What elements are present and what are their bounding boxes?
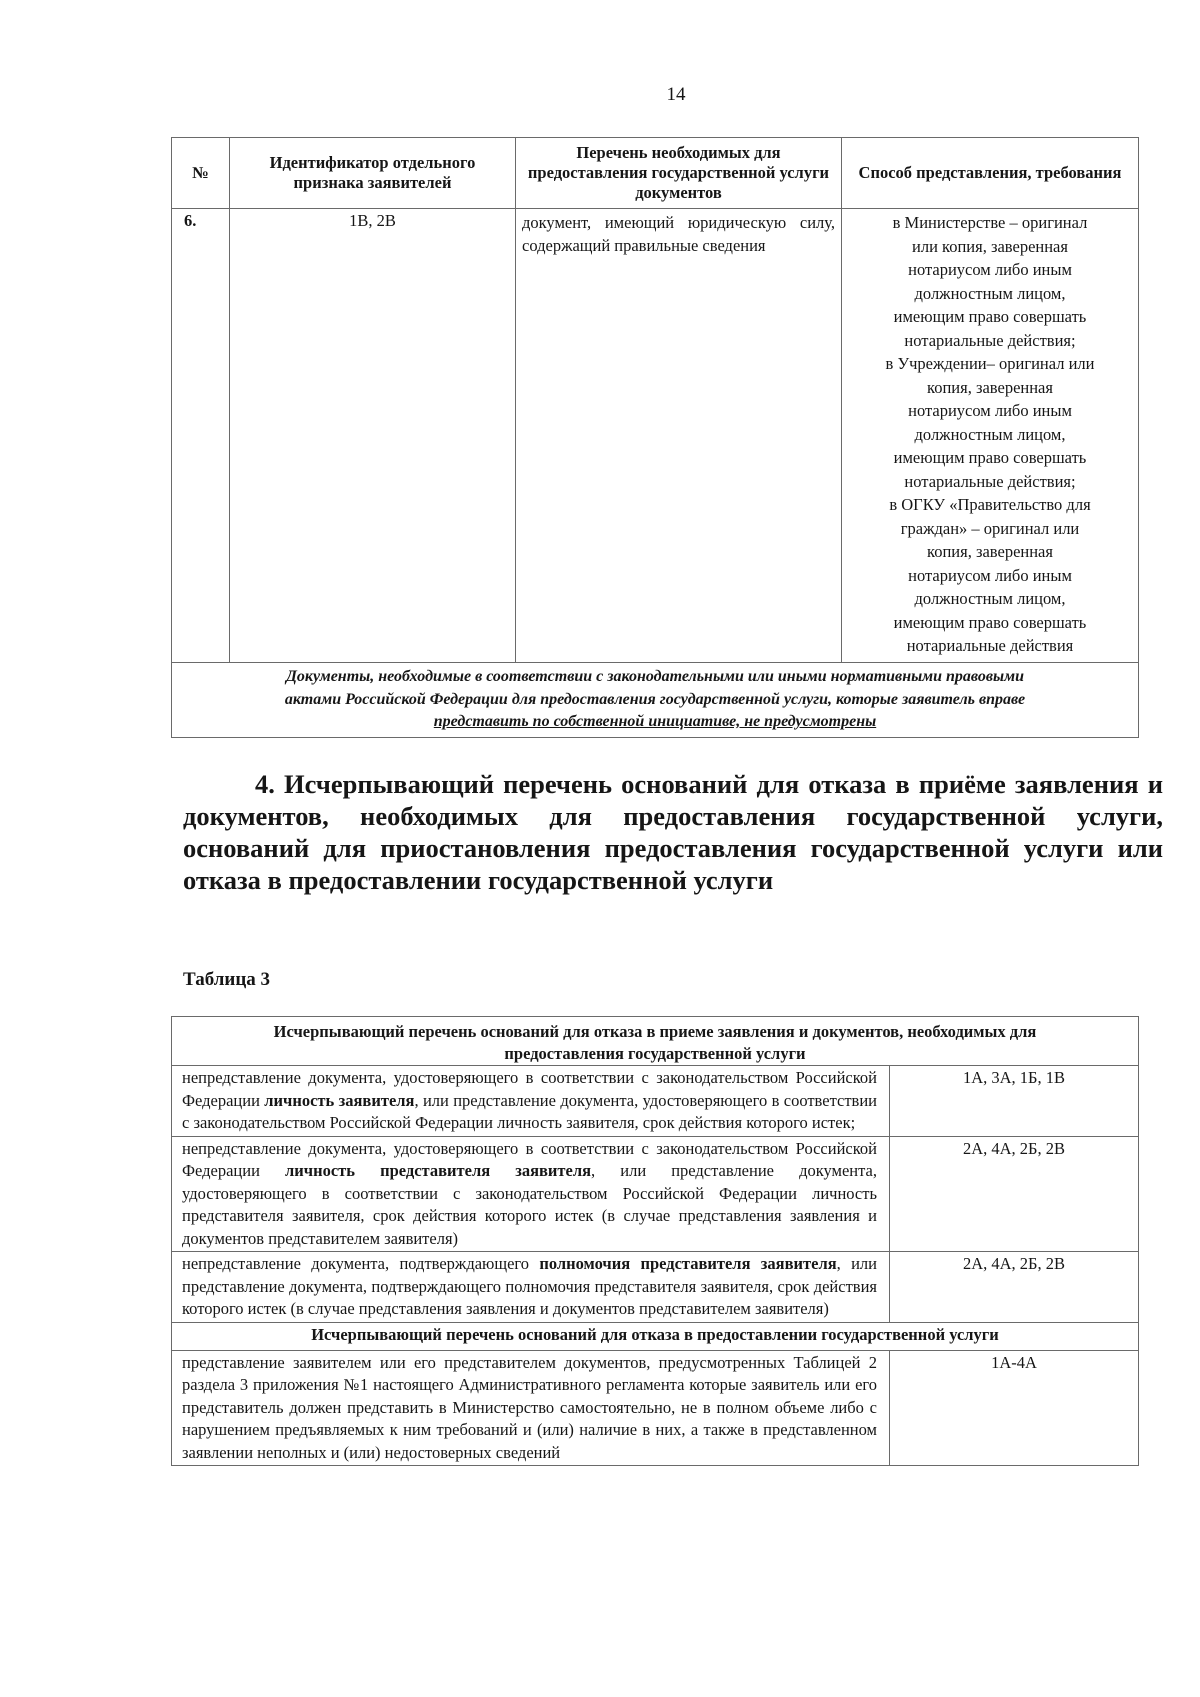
- table-row: [172, 1350, 1139, 1466]
- section-header-row: [172, 1017, 1139, 1066]
- ground-text: [172, 1252, 890, 1323]
- row-number: 6.: [172, 209, 230, 663]
- documents-table: [171, 137, 1139, 738]
- ground-text-part: непредставление документа, подтверждающего: [182, 1254, 540, 1273]
- ground-text-part: , или представление документа, удостоверяющего в соответствии с законодательством Российской Федерации личность представителя заявителя, срок действия которого истек (в случае представления заявления и документов представителем заявителя): [182, 1161, 877, 1248]
- method-line: в Учреждении– оригинал или: [885, 354, 1095, 373]
- section1-title-line: Исчерпывающий перечень оснований для отказа в приеме заявления и документов, необходимых для: [273, 1022, 1037, 1041]
- method-line: копия, заверенная: [927, 542, 1053, 561]
- table-row: [172, 1252, 1139, 1323]
- method-line: нотариусом либо иным: [908, 260, 1072, 279]
- method-line: имеющим право совершать: [893, 448, 1087, 467]
- method-line: копия, заверенная: [927, 377, 1053, 397]
- method-line: должностным лицом,: [914, 424, 1066, 444]
- ground-text-bold: личность представителя заявителя: [285, 1161, 592, 1180]
- header-number: №: [172, 138, 230, 209]
- note-row: [172, 663, 1139, 738]
- section-header-row: [172, 1322, 1139, 1350]
- method-line: граждан» – оригинал или: [900, 518, 1080, 538]
- section-heading: 4. Исчерпывающий перечень оснований для отказа в приёме заявления и документов, необходимых для предоставления государственной услуги, оснований для приостановления предоставления государственной услуги или отказа в предоставлении государственной услуги: [183, 769, 1163, 895]
- refusal-grounds-table: [171, 1016, 1139, 1466]
- ground-text-part: , или представление документа, удостоверяющего в соответствии с законодательством Российской Федерации личность заявителя, срок действия которого истек;: [182, 1090, 877, 1132]
- method-line: или копия, заверенная: [912, 236, 1068, 256]
- method-line: нотариусом либо иным: [908, 401, 1072, 420]
- ground-text: [172, 1066, 890, 1137]
- ground-categories: 2А, 4А, 2Б, 2В: [890, 1136, 1139, 1252]
- ground-text-part: непредставление документа, удостоверяющего в соответствии с законодательством Российской Федерации: [182, 1068, 877, 1110]
- ground-categories: 1А, 3А, 1Б, 1В: [890, 1066, 1139, 1137]
- table-caption: Таблица 3: [183, 969, 271, 990]
- page-number: 14: [666, 84, 686, 105]
- section1-title: [172, 1017, 1139, 1066]
- method-line: в Министерстве – оригинал: [892, 213, 1088, 232]
- header-documents: Перечень необходимых для предоставления государственной услуги документов: [516, 138, 842, 209]
- documents-note: [172, 663, 1139, 738]
- ground-text-part: непредставление документа, удостоверяющего в соответствии с законодательством Российской Федерации: [182, 1138, 877, 1180]
- method-line: имеющим право совершать: [893, 612, 1087, 632]
- method-line: нотариальные действия: [906, 636, 1074, 655]
- table-row: [172, 1066, 1139, 1137]
- table-row: [172, 209, 1139, 663]
- method-line: нотариусом либо иным: [908, 565, 1072, 585]
- method-line: имеющим право совершать: [893, 307, 1087, 326]
- ground-categories: 2А, 4А, 2Б, 2В: [890, 1252, 1139, 1323]
- method-line: нотариальные действия;: [904, 330, 1076, 350]
- row-identifier: 1В, 2В: [230, 209, 516, 663]
- section1-title-line: предоставления государственной услуги: [504, 1044, 806, 1063]
- ground-categories: 1А-4А: [890, 1350, 1139, 1466]
- table-row: [172, 1136, 1139, 1252]
- section2-title: Исчерпывающий перечень оснований для отказа в предоставлении государственной услуги: [172, 1322, 1139, 1350]
- ground-text: [172, 1136, 890, 1252]
- header-method: Способ представления, требования: [842, 138, 1139, 209]
- ground-text-bold: полномочия представителя заявителя: [539, 1254, 837, 1273]
- row-method: [842, 209, 1139, 663]
- note-line-underlined: представить по собственной инициативе, не предусмотрены: [433, 713, 877, 730]
- method-line: нотариальные действия;: [904, 471, 1076, 491]
- method-line: должностным лицом,: [914, 283, 1066, 303]
- ground-text: представление заявителем или его представителем документов, предусмотренных Таблицей 2 раздела 3 приложения №1 настоящего Административного регламента которые заявитель или его представитель должен представить в Министерство самостоятельно, не в полном объеме либо с нарушением предъявляемых к ним требований и (или) наличие в них, а также в представленном заявлении неполных и (или) недостоверных сведений: [172, 1350, 890, 1466]
- note-line: актами Российской Федерации для предоставления государственной услуги, которые заявитель вправе: [284, 690, 1026, 708]
- table-header-row: [172, 138, 1139, 209]
- method-line: в ОГКУ «Правительство для: [889, 495, 1091, 514]
- method-line: должностным лицом,: [914, 589, 1066, 608]
- row-document: документ, имеющий юридическую силу, содержащий правильные сведения: [516, 209, 842, 663]
- ground-text-part: , или представление документа, подтверждающего полномочия представителя заявителя, срок действия которого истек (в случае представления заявления и документов представителем заявителя): [182, 1254, 877, 1318]
- header-identifier: Идентификатор отдельного признака заявителей: [230, 138, 516, 209]
- ground-text-bold: личность заявителя: [264, 1090, 415, 1110]
- note-line: Документы, необходимые в соответствии с законодательными или иными нормативными правовыми: [286, 668, 1024, 685]
